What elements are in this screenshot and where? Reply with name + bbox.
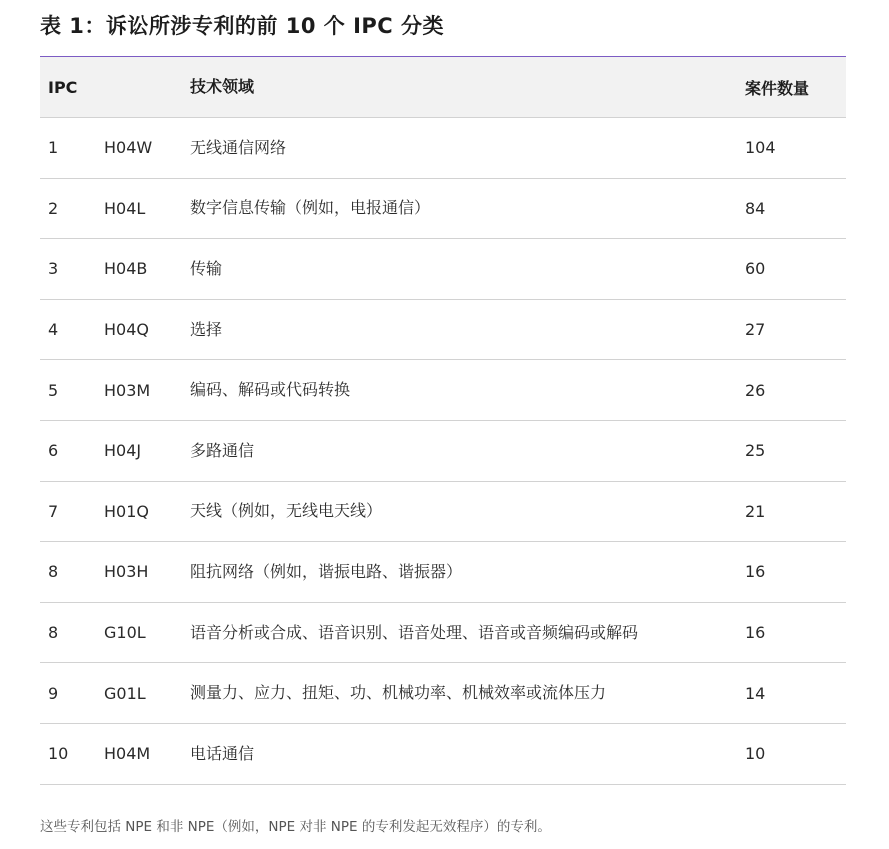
- cell-field: 多路通信: [190, 440, 255, 460]
- table-row: [40, 482, 846, 543]
- cell-code: H04Q: [104, 320, 149, 340]
- cell-code: H04J: [104, 441, 142, 461]
- cell-rank: 5: [48, 380, 59, 400]
- cell-count: 25: [745, 441, 766, 461]
- cell-count: 14: [745, 683, 766, 703]
- cell-field: 编码、解码或代码转换: [190, 380, 351, 400]
- cell-code: H03H: [104, 562, 149, 582]
- table-row: [40, 421, 846, 482]
- cell-count: 60: [745, 259, 766, 279]
- header-field: 技术领域: [190, 77, 255, 96]
- cell-field: 语音分析或合成、语音识别、语音处理、语音或音频编码或解码: [190, 622, 639, 642]
- cell-code: H04W: [104, 138, 153, 158]
- cell-field: 数字信息传输（例如，电报通信）: [190, 198, 431, 218]
- cell-count: 84: [745, 198, 766, 218]
- cell-count: 21: [745, 501, 766, 521]
- table-header: [40, 57, 846, 118]
- cell-count: 10: [745, 744, 766, 764]
- cell-code: H04L: [104, 198, 146, 218]
- table-row: [40, 663, 846, 724]
- cell-rank: 7: [48, 501, 59, 521]
- header-count: 案件数量: [745, 78, 810, 98]
- cell-rank: 8: [48, 623, 59, 643]
- footnote: 这些专利包括 NPE 和非 NPE（例如，NPE 对非 NPE 的专利发起无效程序）的专利。: [40, 819, 551, 835]
- cell-rank: 10: [48, 744, 69, 764]
- cell-rank: 8: [48, 562, 59, 582]
- cell-field: 天线（例如，无线电天线）: [190, 501, 383, 521]
- cell-code: H04B: [104, 259, 148, 279]
- table-row: [40, 603, 846, 664]
- cell-code: H01Q: [104, 501, 149, 521]
- cell-field: 阻抗网络（例如，谐振电路、谐振器）: [190, 561, 463, 581]
- cell-rank: 6: [48, 441, 59, 461]
- cell-rank: 3: [48, 259, 59, 279]
- cell-field: 传输: [190, 258, 223, 278]
- table-row: [40, 118, 846, 179]
- cell-code: G10L: [104, 623, 146, 643]
- table-row: [40, 360, 846, 421]
- table-row: [40, 239, 846, 300]
- table-title: 表 1：诉讼所涉专利的前 10 个 IPC 分类: [40, 14, 445, 38]
- cell-code: G01L: [104, 683, 146, 703]
- table-row: [40, 179, 846, 240]
- cell-rank: 9: [48, 683, 59, 703]
- table-row: [40, 300, 846, 361]
- cell-field: 无线通信网络: [190, 137, 287, 157]
- cell-field: 电话通信: [190, 743, 255, 763]
- cell-field: 选择: [190, 319, 223, 339]
- cell-code: H03M: [104, 380, 151, 400]
- cell-count: 16: [745, 562, 766, 582]
- table-row: [40, 724, 846, 785]
- cell-rank: 2: [48, 198, 59, 218]
- cell-code: H04M: [104, 744, 151, 764]
- cell-count: 26: [745, 380, 766, 400]
- cell-count: 16: [745, 623, 766, 643]
- cell-count: 104: [745, 138, 776, 158]
- cell-count: 27: [745, 320, 766, 340]
- cell-rank: 4: [48, 320, 59, 340]
- cell-rank: 1: [48, 138, 59, 158]
- table-row: [40, 542, 846, 603]
- cell-field: 测量力、应力、扭矩、功、机械功率、机械效率或流体压力: [190, 683, 607, 703]
- ipc-table: [40, 56, 846, 785]
- header-ipc: IPC: [48, 77, 78, 97]
